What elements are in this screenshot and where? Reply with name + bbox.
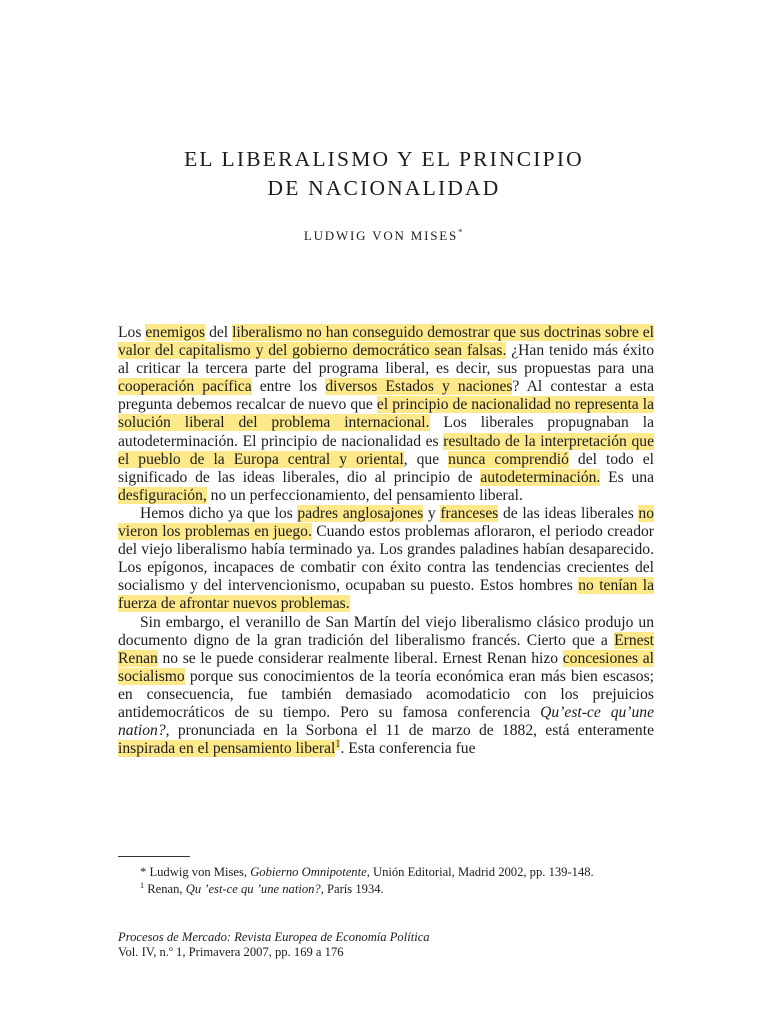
text-run: Cuando estos problemas afloraron, el periodo creador del viejo liberalismo había terminado ya. Los grandes paladines habían desaparecido. Los epígonos, incapaces de combatir con éxito contra las tendencias crecientes del socialismo y del intervencionismo, ocupaban su puesto. Estos hombres [118, 523, 654, 595]
text-run: , pronunciada en la Sorbona el 11 de marzo de 1882, está enteramente [165, 722, 654, 740]
text-run: , que [403, 450, 449, 468]
text-run: porque sus conocimientos de la teoría económica eran más bien escasos; en consecuencia, fue también demasiado acomodaticio con los prejuicios antidemocráticos de su tiempo. Pero su famosa conferencia [118, 667, 654, 721]
footnote-1-title: Gobierno Omnipotente [250, 865, 367, 879]
article-body [118, 324, 654, 758]
footnote-2-marker: 1 [140, 880, 145, 890]
article-title [0, 145, 768, 203]
text-run: no un perfeccionamiento, del pensamiento liberal. [206, 486, 523, 504]
highlighted-text: el principio de nacionalidad no representa la solución liberal del problema internacional. [118, 396, 654, 432]
highlighted-text: padres anglosajones [297, 504, 424, 522]
highlighted-text: Ernest Renan [118, 631, 654, 667]
text-run: Sin embargo, el veranillo de San Martín del viejo liberalismo clásico produjo un documento digno de la gran tradición del liberalismo francés. Cierto que a [118, 613, 654, 649]
text-run: Los [118, 324, 146, 341]
journal-name: Procesos de Mercado: Revista Europea de Economía Política [118, 930, 430, 944]
footnote-divider [118, 856, 190, 857]
highlighted-text: concesiones al socialismo [118, 649, 654, 685]
footnote-2: $^1$ Renan, Qu ’est-ce qu ’une nation?, París 1934. [140, 880, 384, 896]
text-run: del todo el significado de las ideas liberales, dio al principio de [118, 450, 654, 486]
title-line-2: DE NACIONALIDAD [267, 176, 501, 200]
highlighted-text: enemigos [145, 324, 206, 341]
highlighted-text: no vieron los problemas en juego. [118, 504, 655, 541]
paragraph-3 [118, 614, 654, 759]
journal-volume: Vol. IV, n.º 1, Primavera 2007, pp. 169 a 176 [118, 944, 344, 959]
footnote-1: * Ludwig von Mises, Gobierno Omnipotente, Unión Editorial, Madrid 2002, pp. 139-148. [140, 865, 594, 879]
text-run: Hemos dicho ya que los [140, 504, 298, 522]
highlighted-text: no tenían la fuerza de afrontar nuevos problemas. [118, 577, 654, 613]
text-run: del [205, 324, 233, 341]
text-run: Qu’est-ce qu’une nation? [118, 703, 655, 740]
text-run: de las ideas liberales [498, 504, 639, 522]
text-run: Los liberales propugnaban la autodeterminación. El principio de nacionalidad es [118, 414, 654, 450]
highlighted-text: 1 [335, 738, 341, 750]
highlighted-text: liberalismo no han conseguido demostrar que sus doctrinas sobre el valor del capitalismo y del gobierno democrático sean falsas. [118, 324, 654, 360]
text-run: y [423, 504, 441, 522]
author-footnote-marker: * [458, 226, 465, 237]
footnote-1-marker: * [140, 865, 147, 879]
journal-citation [118, 930, 654, 959]
highlighted-text: resultado de la interpretación que el pueblo de la Europa central y oriental [118, 432, 654, 468]
footnote-2-title: Qu ’est-ce qu ’une nation? [185, 882, 321, 896]
title-line-1: EL LIBERALISMO Y EL PRINCIPIO [184, 147, 584, 171]
paragraph-1 [118, 324, 654, 505]
highlighted-text: franceses [440, 504, 499, 522]
author-line [0, 228, 768, 244]
highlighted-text: inspirada en el pensamiento liberal [118, 740, 336, 758]
highlighted-text: desfiguración, [118, 486, 207, 504]
paragraph-2 [118, 505, 654, 614]
author-name: LUDWIG VON MISES [303, 228, 459, 243]
footnotes [118, 864, 654, 898]
text-run: ¿Han tenido más éxito al criticar la tercera parte del programa liberal, es decir, sus propuestas para una [118, 342, 654, 378]
highlighted-text: autodeterminación. [480, 468, 601, 486]
text-run: entre los [251, 378, 326, 396]
text-run: no se le puede considerar realmente liberal. Ernest Renan hizo [157, 649, 563, 667]
highlighted-text: diversos Estados y naciones [325, 378, 513, 396]
text-run: ? Al contestar a esta pregunta debemos recalcar de nuevo que [118, 378, 655, 414]
text-run: . Esta conferencia fue [340, 740, 476, 758]
highlighted-text: cooperación pacífica [118, 378, 252, 396]
text-run: Es una [600, 468, 655, 486]
highlighted-text: nunca comprendió [448, 450, 569, 468]
